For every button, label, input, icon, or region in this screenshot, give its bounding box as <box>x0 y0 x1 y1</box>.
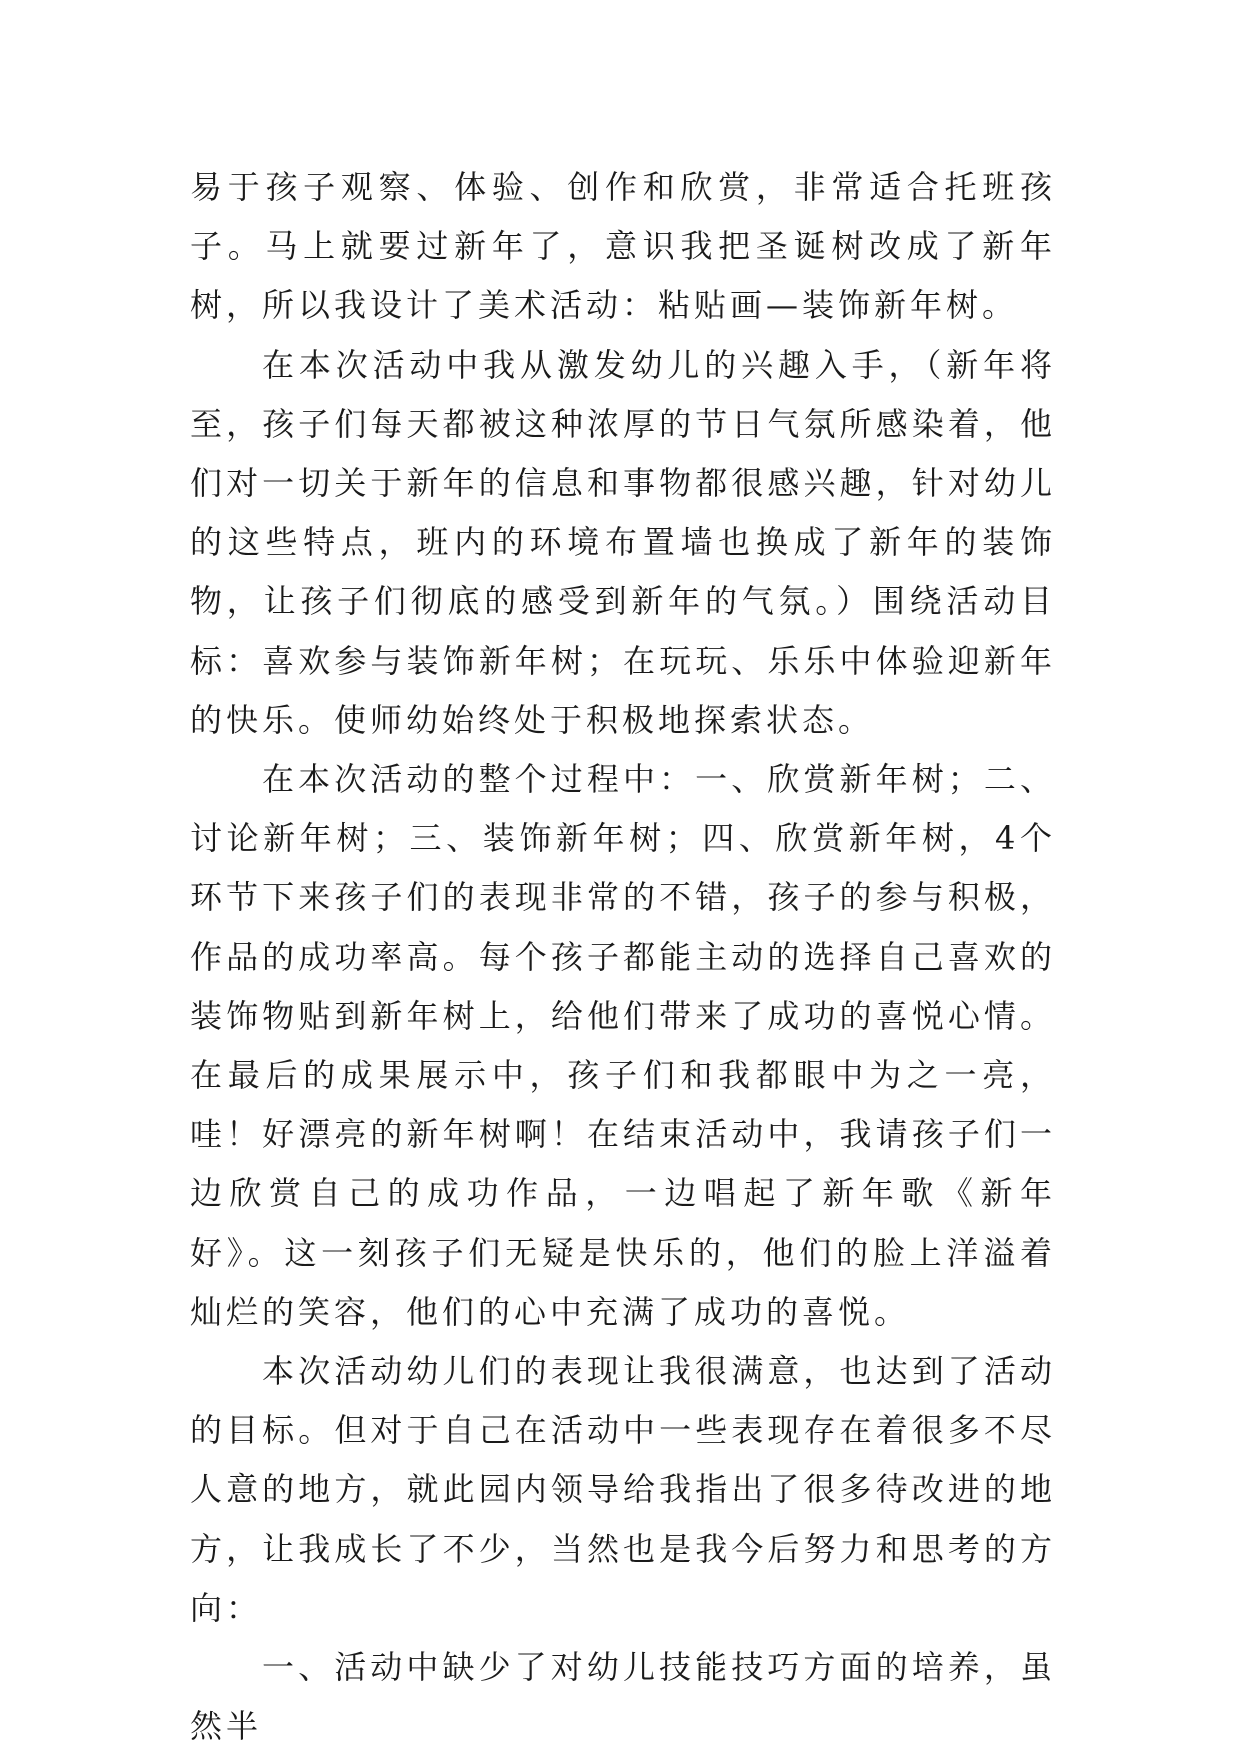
paragraph-5: 一、活动中缺少了对幼儿技能技巧方面的培养，虽然半 <box>190 1648 1056 1746</box>
paragraph-2: 在本次活动中我从激发幼儿的兴趣入手，（新年将至，孩子们每天都被这种浓厚的节日气氛所感染着，他们对一切关于新年的信息和事物都很感兴趣，针对幼儿的这些特点，班内的环境布置墙也换成了新年的装饰物，让孩子们彻底的感受到新年的气氛。）围绕活动目标：喜欢参与装饰新年树；在玩玩、乐乐中体验迎新年的快乐。使师幼始终处于积极地探索状态。 <box>190 345 1056 739</box>
paragraph-1: 易于孩子观察、体验、创作和欣赏，非常适合托班孩子。马上就要过新年了，意识我把圣诞树改成了新年树，所以我设计了美术活动：粘贴画—装饰新年树。 <box>190 168 1056 325</box>
paragraph-4: 本次活动幼儿们的表现让我很满意，也达到了活动的目标。但对于自己在活动中一些表现存在着很多不尽人意的地方，就此园内领导给我指出了很多待改进的地方，让我成长了不少，当然也是我今后努力和思考的方向： <box>190 1352 1056 1627</box>
document-body <box>190 158 1056 1756</box>
paragraph-3: 在本次活动的整个过程中：一、欣赏新年树；二、讨论新年树；三、装饰新年树；四、欣赏新年树，4个环节下来孩子们的表现非常的不错，孩子的参与积极，作品的成功率高。每个孩子都能主动的选择自己喜欢的装饰物贴到新年树上，给他们带来了成功的喜悦心情。在最后的成果展示中，孩子们和我都眼中为之一亮，哇！好漂亮的新年树啊！在结束活动中，我请孩子们一边欣赏自己的成功作品，一边唱起了新年歌《新年好》。这一刻孩子们无疑是快乐的，他们的脸上洋溢着灿烂的笑容，他们的心中充满了成功的喜悦。 <box>190 760 1056 1331</box>
